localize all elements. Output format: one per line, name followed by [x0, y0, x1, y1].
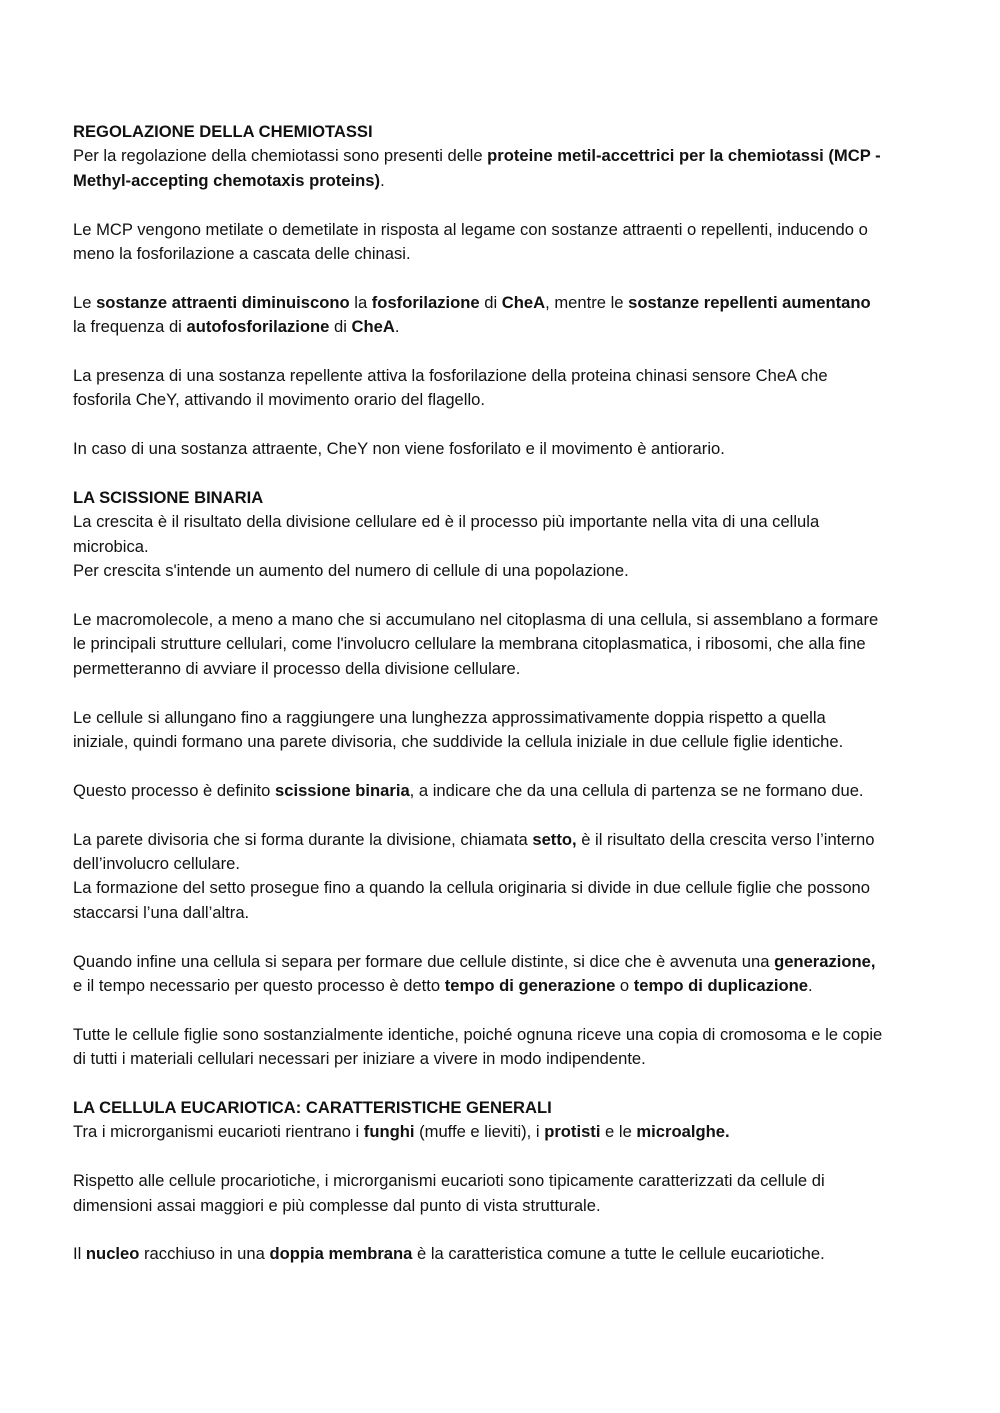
- paragraph: Per la regolazione della chemiotassi sono presenti delle proteine metil-accettrici per la chemiotassi (MCP - Methyl-accepting chemotaxis proteins).: [73, 146, 881, 190]
- section-scissione-binaria: [73, 486, 978, 1072]
- bold-term: setto,: [532, 829, 577, 849]
- bold-term: tempo di generazione: [444, 976, 616, 996]
- bold-term: doppia membrana: [269, 1244, 413, 1264]
- paragraph: Quando infine una cellula si separa per formare due cellule distinte, si dice che è avvenuta una generazione, e il tempo necessario per questo processo è detto tempo di generazione o tempo di duplicazione.: [73, 951, 876, 996]
- bold-term: generazione,: [774, 951, 876, 971]
- bold-term: CheA: [351, 317, 395, 337]
- paragraph: Le MCP vengono metilate o demetilate in risposta al legame con sostanze attraenti o repellenti, inducendo o meno la fosforilazione a cascata delle chinasi.: [73, 219, 868, 264]
- paragraph: Tutte le cellule figlie sono sostanzialmente identiche, poiché ognuna riceve una copia di cromosoma e le copie di tutti i materiali cellulari necessari per iniziare a vivere in modo indipendente.: [73, 1024, 883, 1069]
- paragraph: Tra i microrganismi eucarioti rientrano i funghi (muffe e lieviti), i protisti e le microalghe.: [73, 1122, 730, 1142]
- paragraph: Il nucleo racchiuso in una doppia membrana è la caratteristica comune a tutte le cellule eucariotiche.: [73, 1244, 825, 1264]
- bold-term: Methyl-accepting chemotaxis proteins): [73, 170, 381, 190]
- paragraph: Le cellule si allungano fino a raggiungere una lunghezza approssimativamente doppia rispetto a quella iniziale, quindi formano una parete divisoria, che suddivide la cellula iniziale in due cellule figlie identiche.: [73, 707, 844, 752]
- heading-chemiotassi: REGOLAZIONE DELLA CHEMIOTASSI: [73, 122, 373, 141]
- paragraph: La presenza di una sostanza repellente attiva la fosforilazione della proteina chinasi sensore CheA che fosforila CheY, attivando il movimento orario del flagello.: [73, 366, 828, 410]
- bold-term: funghi: [363, 1122, 415, 1142]
- paragraph: La crescita è il risultato della divisione cellulare ed è il processo più importante nella vita di una cellula microbica. Per crescita s'intende un aumento del numero di cellule di una popolazione.: [73, 512, 820, 581]
- bold-term: fosforilazione: [371, 292, 480, 312]
- bold-term: tempo di duplicazione: [633, 976, 809, 996]
- paragraph: In caso di una sostanza attraente, CheY non viene fosforilato e il movimento è antiorario.: [73, 439, 725, 459]
- bold-term: sostanze repellenti aumentano: [628, 292, 871, 312]
- paragraph: Le sostanze attraenti diminuiscono la fosforilazione di CheA, mentre le sostanze repellenti aumentano la frequenza di autofosforilazione di CheA.: [73, 292, 871, 337]
- bold-term: CheA: [501, 292, 546, 312]
- section-cellula-eucariotica: [73, 1096, 978, 1267]
- bold-term: sostanze attraenti diminuiscono: [96, 292, 350, 312]
- bold-term: protisti: [544, 1122, 601, 1142]
- paragraph: Rispetto alle cellule procariotiche, i microrganismi eucarioti sono tipicamente caratterizzati da cellule di dimensioni assai maggiori e più complesse dal punto di vista strutturale.: [73, 1171, 825, 1215]
- section-chemiotassi: [73, 120, 978, 462]
- heading-cellula-eucariotica: LA CELLULA EUCARIOTICA: CARATTERISTICHE GENERALI: [73, 1098, 552, 1118]
- document-page: [73, 120, 978, 1267]
- bold-term: autofosforilazione: [186, 317, 330, 337]
- heading-scissione-binaria: LA SCISSIONE BINARIA: [73, 488, 264, 508]
- paragraph: Le macromolecole, a meno a mano che si accumulano nel citoplasma di una cellula, si assemblano a formare le principali strutture cellulari, come l'involucro cellulare la membrana citoplasmatica, i ribosomi, che alla fine permetteranno di avviare il processo della divisione cellulare.: [73, 610, 879, 678]
- bold-term: scissione binaria: [275, 780, 410, 800]
- bold-term: nucleo: [85, 1244, 140, 1264]
- paragraph: La parete divisoria che si forma durante la divisione, chiamata setto, è il risultato della crescita verso l’interno dell’involucro cellulare. La formazione del setto prosegue fino a quando la cellula originaria si divide in due cellule figlie che possono staccarsi l’una dall’altra.: [73, 829, 875, 922]
- paragraph: Questo processo è definito scissione binaria, a indicare che da una cellula di partenza se ne formano due.: [73, 780, 864, 800]
- bold-term: proteine metil-accettrici per la chemiotassi (MCP -: [487, 146, 881, 166]
- bold-term: microalghe.: [636, 1122, 730, 1142]
